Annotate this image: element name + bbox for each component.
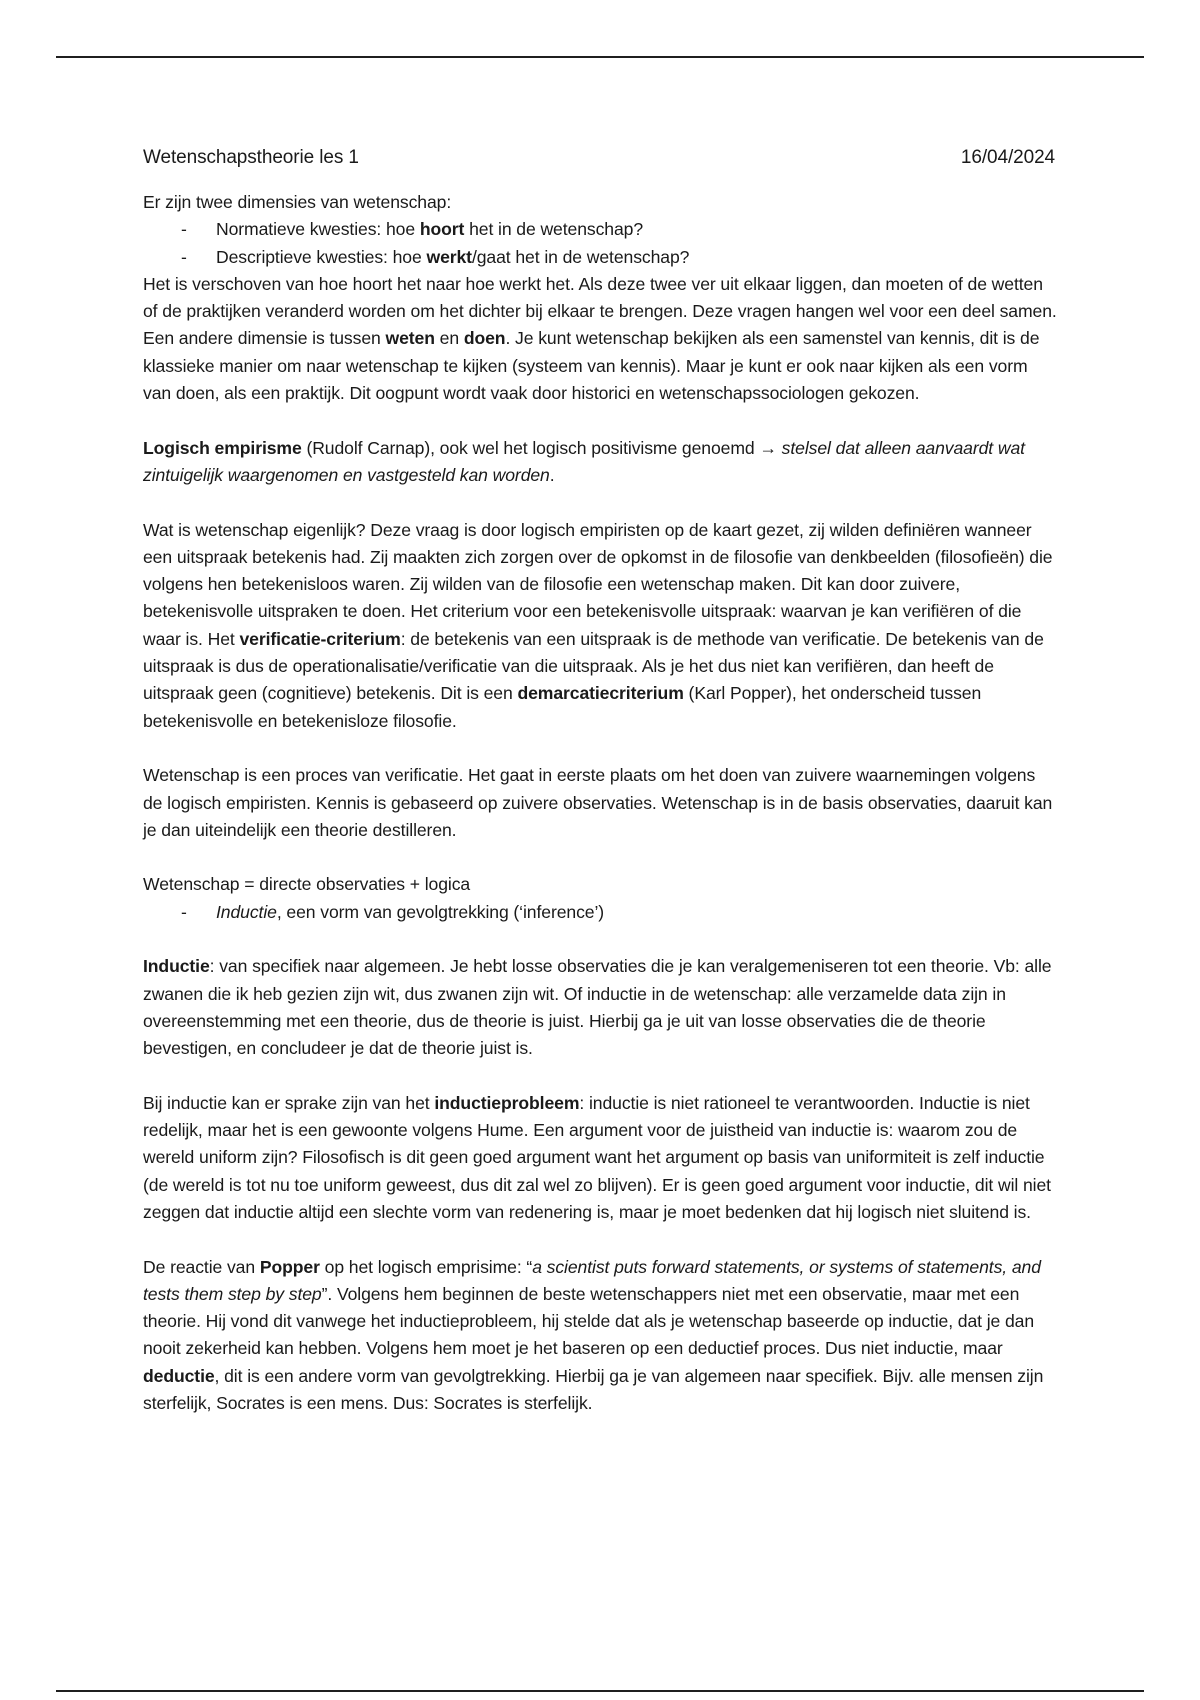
- paragraph-text: , dit is een andere vorm van gevolgtrekking. Hierbij ga je van algemeen naar specifiek. Bijv. alle mensen zijn sterfelijk, Socrates is een mens. Dus: Socrates is sterfelijk.: [143, 1365, 1044, 1414]
- list-item: [143, 244, 1058, 271]
- paragraph-text: Het is verschoven van hoe hoort het naar hoe werkt het. Als deze twee ver uit elkaar liggen, dan moeten of de wetten of de praktijken veranderd worden om het dichter bij elkaar te brengen. Deze vragen hangen wel voor een deel samen. Een andere dimensie is tussen: [143, 273, 1057, 349]
- paragraph-text: Wat is wetenschap eigenlijk? Deze vraag is door logisch empiristen op de kaart gezet, zij wilden definiëren wanneer een uitspraak betekenis had. Zij maakten zich zorgen over de opkomst in de filosofie van denkbeelden (filosofieën) die volgens hen betekenisloos waren. Zij wilden van de filosofie een wetenschap maken. Dit kan door zuivere, betekenisvolle uitspraken te doen. Het criterium voor een betekenisvolle uitspraak: waarvan je kan verifiëren of die waar is. Het: [143, 519, 1053, 649]
- term-weten: weten: [385, 328, 435, 349]
- paragraph-text: : de betekenis van een uitspraak is de methode van verificatie. De betekenis van de uitspraak is dus de operationalisatie/verificatie van die uitspraak. Als je het dus niet kan verifiëren, dan heeft de uitspraak geen (cognitieve) betekenis. Dit is een: [143, 628, 1044, 704]
- dimensions-list: [143, 216, 1058, 271]
- paragraph-logisch-empirisme: [143, 435, 1058, 490]
- document-page: [143, 144, 1058, 1417]
- document-date: 16/04/2024: [960, 147, 1055, 168]
- list-item-text: het in de wetenschap?: [464, 219, 644, 240]
- paragraph-text: (Karl Popper), het onderscheid tussen betekenisvolle en betekenisloze filosofie.: [143, 683, 982, 731]
- header-rule: [56, 56, 1144, 58]
- term-popper: Popper: [259, 1256, 320, 1277]
- paragraph-text: .: [549, 464, 555, 485]
- paragraph-text: Bij inductie kan er sprake zijn van het: [143, 1092, 435, 1113]
- paragraph-text: : van specifiek naar algemeen. Je hebt losse observaties die je kan veralgemeniseren tot een theorie. Vb: alle zwanen die ik heb gezien zijn wit, dus zwanen zijn wit. Of inductie in de wetenschap: alle verzamelde data zijn in overeenstemming met een theorie, dus de theorie is juist. Hierbij ga je uit van losse observaties die de theorie bevestigen, en concludeer je dat de theorie juist is.: [143, 956, 1052, 1059]
- list-item-bold: hoort: [419, 219, 465, 240]
- intro-lead: Er zijn twee dimensies van wetenschap:: [143, 192, 452, 212]
- list-item-text: /gaat het in de wetenschap?: [471, 246, 690, 267]
- term-demarcatiecriterium: demarcatiecriterium: [517, 683, 684, 704]
- paragraph-inductie: [143, 953, 1058, 1062]
- list-item-text: Descriptieve kwesties: hoe: [216, 246, 427, 267]
- bullet-dash: -: [181, 246, 187, 267]
- list-item-italic: Inductie: [216, 901, 277, 922]
- paragraph-text: . Je kunt wetenschap bekijken als een samenstel van kennis, dit is de klassieke manier om naar wetenschap te kijken (systeem van kennis). Maar je kunt er ook naar kijken als een vorm van doen, als een praktijk. Dit oogpunt wordt vaak door historici en wetenschapssociologen gekozen.: [143, 328, 1040, 404]
- document-title: Wetenschapstheorie les 1: [143, 147, 359, 168]
- formula-line: Wetenschap = directe observaties + logica: [143, 874, 471, 895]
- list-item: [143, 216, 1058, 243]
- term-inductie: Inductie: [143, 956, 210, 977]
- paragraph-text: De reactie van: [143, 1256, 260, 1277]
- bullet-dash: -: [181, 219, 187, 240]
- paragraph-wat-is-wetenschap: [143, 517, 1058, 735]
- formula-list: [143, 899, 1058, 926]
- arrow-icon: →: [759, 437, 777, 458]
- paragraph-text: op het logisch emprisime: “: [319, 1256, 533, 1277]
- paragraph-verificatie-proces: Wetenschap is een proces van verificatie. Het gaat in eerste plaats om het doen van zuivere waarnemingen volgens de logisch empiristen. Kennis is gebaseerd op zuivere observaties. Wetenschap is in de basis observaties, daaruit kan je dan uiteindelijk een theorie destilleren.: [143, 765, 1053, 840]
- paragraph-text: : inductie is niet rationeel te verantwoorden. Inductie is niet redelijk, maar het is een gewoonte volgens Hume. Een argument voor de juistheid van inductie is: waarom zou de wereld uniform zijn? Filosofisch is dit geen goed argument want het argument op basis van uniformiteit is zelf inductie (de wereld is tot nu toe uniform geweest, dus dit zal wel zo blijven). Er is geen goed argument voor inductie, dit wil niet zeggen dat inductie altijd een slechte vorm van redenering is, maar je moet bedenken dat hij logisch niet sluitend is.: [143, 1092, 1051, 1222]
- term-deductie: deductie: [143, 1365, 215, 1386]
- paragraph-dimensions: [143, 271, 1058, 407]
- document-header: [143, 144, 1058, 171]
- term-inductieprobleem: inductieprobleem: [434, 1092, 580, 1113]
- term-logisch-empirisme: Logisch empirisme: [143, 437, 302, 458]
- list-item-text: , een vorm van gevolgtrekking (‘inference’): [276, 901, 605, 922]
- paragraph-text: (Rudolf Carnap), ook wel het logisch positivisme genoemd: [301, 437, 760, 458]
- list-item-bold: werkt: [426, 246, 472, 267]
- term-doen: doen: [463, 328, 506, 349]
- definition-text: stelsel dat alleen aanvaardt wat zintuigelijk waargenomen en vastgesteld kan worden: [143, 437, 1025, 485]
- paragraph-text: en: [434, 328, 464, 349]
- term-verificatie-criterium: verificatie-criterium: [239, 628, 401, 649]
- list-item-text: Normatieve kwesties: hoe: [216, 219, 420, 240]
- footer-rule: [56, 1690, 1144, 1692]
- list-item: [143, 899, 1058, 926]
- paragraph-text: ”. Volgens hem beginnen de beste wetenschappers niet met een observatie, maar met een theorie. Hij vond dit vanwege het inductieprobleem, hij stelde dat als je wetenschap baseerde op inductie, dat je dan nooit zekerheid kan hebben. Volgens hem moet je het baseren op een deductief proces. Dus niet inductie, maar: [143, 1283, 1035, 1359]
- paragraph-inductieprobleem: [143, 1090, 1058, 1226]
- paragraph-popper: [143, 1254, 1058, 1418]
- bullet-dash: -: [181, 901, 187, 922]
- quote-text: a scientist puts forward statements, or systems of statements, and tests them step by step: [143, 1256, 1041, 1304]
